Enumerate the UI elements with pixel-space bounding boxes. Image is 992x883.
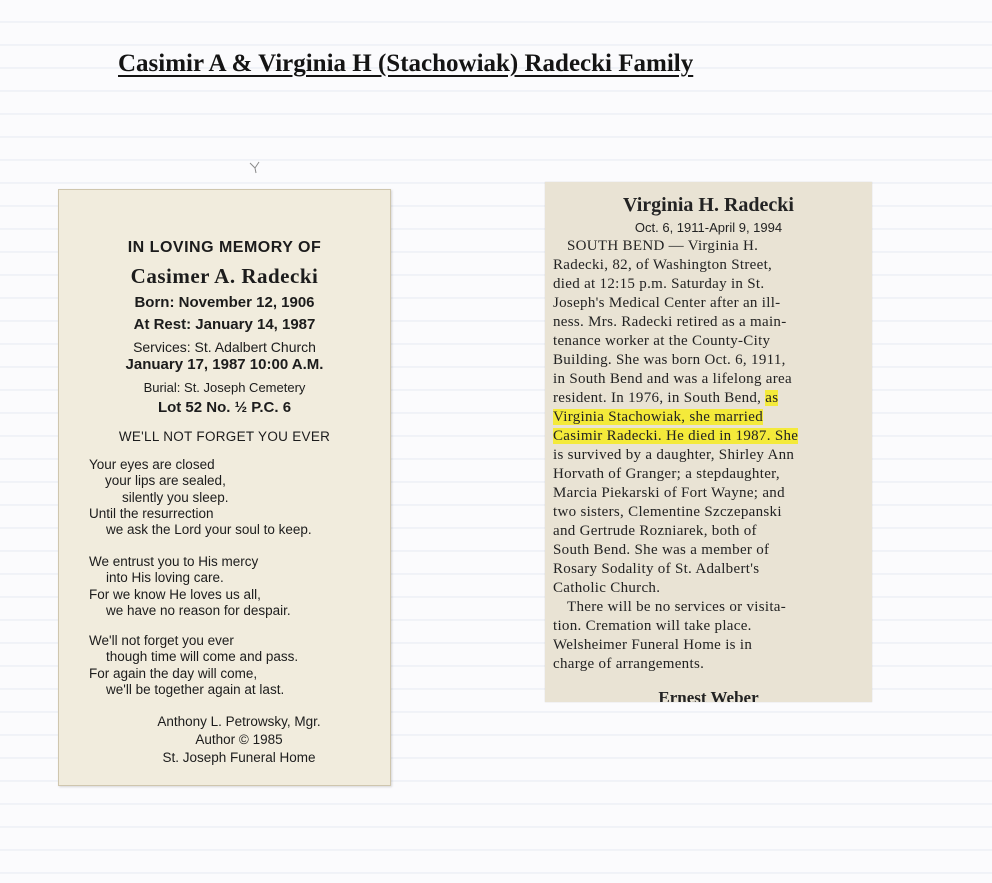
poem-line: Until the resurrection [89, 505, 214, 521]
obituary-headline: Virginia H. Radecki [623, 194, 794, 216]
poem-line: silently you sleep. [122, 489, 229, 505]
card-credits [139, 713, 339, 767]
obituary-line [553, 389, 869, 408]
card-name: Casimer A. Radecki [130, 264, 319, 288]
obituary-line: There will be no services or visita- [567, 599, 787, 615]
memorial-card [58, 189, 391, 786]
poem-line: into His loving care. [106, 570, 224, 586]
poem-line: we ask the Lord your soul to keep. [106, 522, 312, 538]
page-title: Casimir A & Virginia H (Stachowiak) Radecki Family [118, 50, 694, 77]
card-service-date: January 17, 1987 10:00 A.M. [125, 356, 324, 373]
highlighted-text: Virginia Stachowiak, she married [553, 409, 764, 425]
obituary-line [553, 408, 869, 427]
obituary-line: is survived by a daughter, Shirley Ann [553, 447, 795, 463]
obituary-line: Joseph's Medical Center after an ill- [553, 295, 781, 311]
obituary-line: in South Bend and was a lifelong area [553, 371, 792, 387]
obituary-line [553, 427, 869, 446]
obituary-line: Welsheimer Funeral Home is in [553, 637, 753, 653]
obituary-line: Rosary Sodality of St. Adalbert's [553, 561, 760, 577]
obituary-dates: Oct. 6, 1911-April 9, 1994 [634, 220, 783, 235]
poem-line: For again the day will come, [89, 665, 258, 681]
poem-line: We'll not forget you ever [89, 633, 234, 648]
poem-verse-1 [89, 457, 389, 538]
highlighted-text: as [765, 390, 779, 406]
card-burial: Burial: St. Joseph Cemetery [143, 380, 306, 395]
card-refrain: WE'LL NOT FORGET YOU EVER [118, 429, 331, 444]
card-services: Services: St. Adalbert Church [133, 339, 316, 355]
obituary-line: and Gertrude Rozniarek, both of [553, 523, 757, 539]
obituary-line: Marcia Piekarski of Fort Wayne; and [553, 485, 785, 501]
poem-line: we'll be together again at last. [106, 681, 285, 697]
credit-line: Author © 1985 [195, 732, 283, 747]
card-born: Born: November 12, 1906 [134, 294, 315, 311]
poem-verse-3 [89, 633, 389, 698]
poem-line: though time will come and pass. [106, 649, 299, 665]
card-at-rest: At Rest: January 14, 1987 [133, 316, 316, 333]
poem-line: We entrust you to His mercy [89, 554, 259, 569]
pencil-mark [249, 160, 261, 174]
poem-line: Your eyes are closed [89, 457, 215, 472]
obituary-line: Horvath of Granger; a stepdaughter, [553, 466, 780, 482]
next-obituary-headline: Ernest Weber [658, 688, 759, 702]
obituary-line: SOUTH BEND — Virginia H. [567, 238, 759, 254]
poem-line: For we know He loves us all, [89, 586, 261, 602]
obituary-line: tion. Cremation will take place. [553, 618, 752, 634]
credit-line: Anthony L. Petrowsky, Mgr. [157, 714, 321, 729]
obituary-line: Catholic Church. [553, 580, 661, 596]
poem-verse-2 [89, 554, 389, 619]
obituary-clipping [545, 182, 872, 702]
card-heading: IN LOVING MEMORY OF [127, 239, 322, 256]
obituary-body [553, 237, 869, 674]
obituary-line: died at 12:15 p.m. Saturday in St. [553, 276, 765, 292]
obituary-line-text: resident. In 1976, in South Bend, [553, 390, 762, 406]
card-lot: Lot 52 No. ½ P.C. 6 [157, 399, 292, 416]
poem-line: we have no reason for despair. [106, 602, 291, 618]
poem-line: your lips are sealed, [105, 473, 226, 489]
highlighted-text: Casimir Radecki. He died in 1987. She [553, 428, 799, 444]
obituary-line: Radecki, 82, of Washington Street, [553, 257, 773, 273]
obituary-line: Building. She was born Oct. 6, 1911, [553, 352, 786, 368]
obituary-line: ness. Mrs. Radecki retired as a main- [553, 314, 787, 330]
obituary-line: South Bend. She was a member of [553, 542, 770, 558]
obituary-line: two sisters, Clementine Szczepanski [553, 504, 782, 520]
obituary-line: tenance worker at the County-City [553, 333, 771, 349]
credit-line: St. Joseph Funeral Home [162, 750, 316, 765]
obituary-line: charge of arrangements. [553, 656, 705, 672]
